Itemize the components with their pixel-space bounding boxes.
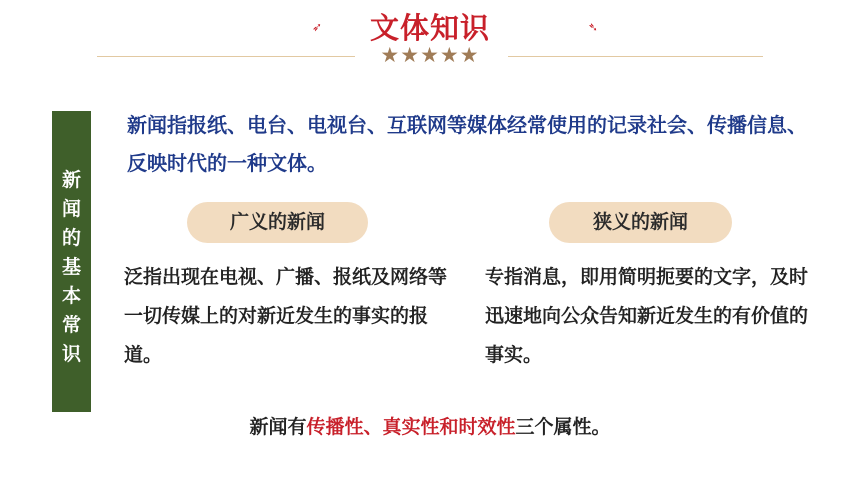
page-title: 文体知识 bbox=[369, 11, 490, 45]
summary-suffix: 三个属性。 bbox=[515, 416, 611, 438]
summary-sep-1: 、 bbox=[363, 416, 383, 438]
broad-news-text: 泛指出现在电视、广播、报纸及网络等一切传媒上的对新近发生的事实的报道。 bbox=[124, 266, 448, 366]
narrow-news-badge: 狭义的新闻 bbox=[549, 202, 732, 243]
definition-text: 新闻指报纸、电台、电视台、互联网等媒体经常使用的记录社会、传播信息、反映时代的一种文体。 bbox=[127, 113, 807, 175]
summary-prefix: 新闻有 bbox=[249, 416, 307, 438]
summary-attr-timely: 时效性 bbox=[458, 416, 516, 438]
summary-line bbox=[0, 412, 860, 439]
narrow-news-text: 专指消息，即用简明扼要的文字，及时迅速地向公众告知新近发生的有价值的事实。 bbox=[485, 266, 809, 366]
summary-sep-2: 和 bbox=[439, 416, 459, 438]
sidebar-label: 新 闻 的 基 本 常 识 bbox=[61, 169, 81, 365]
stars-decoration: ★★★★★ bbox=[380, 43, 480, 67]
bird-right-icon: ➴ bbox=[588, 20, 599, 34]
bird-left-icon: ➶ bbox=[312, 20, 323, 34]
summary-attr-spread: 传播性 bbox=[306, 416, 364, 438]
broad-news-badge: 广义的新闻 bbox=[187, 202, 368, 243]
summary-attr-truth: 真实性 bbox=[382, 416, 440, 438]
